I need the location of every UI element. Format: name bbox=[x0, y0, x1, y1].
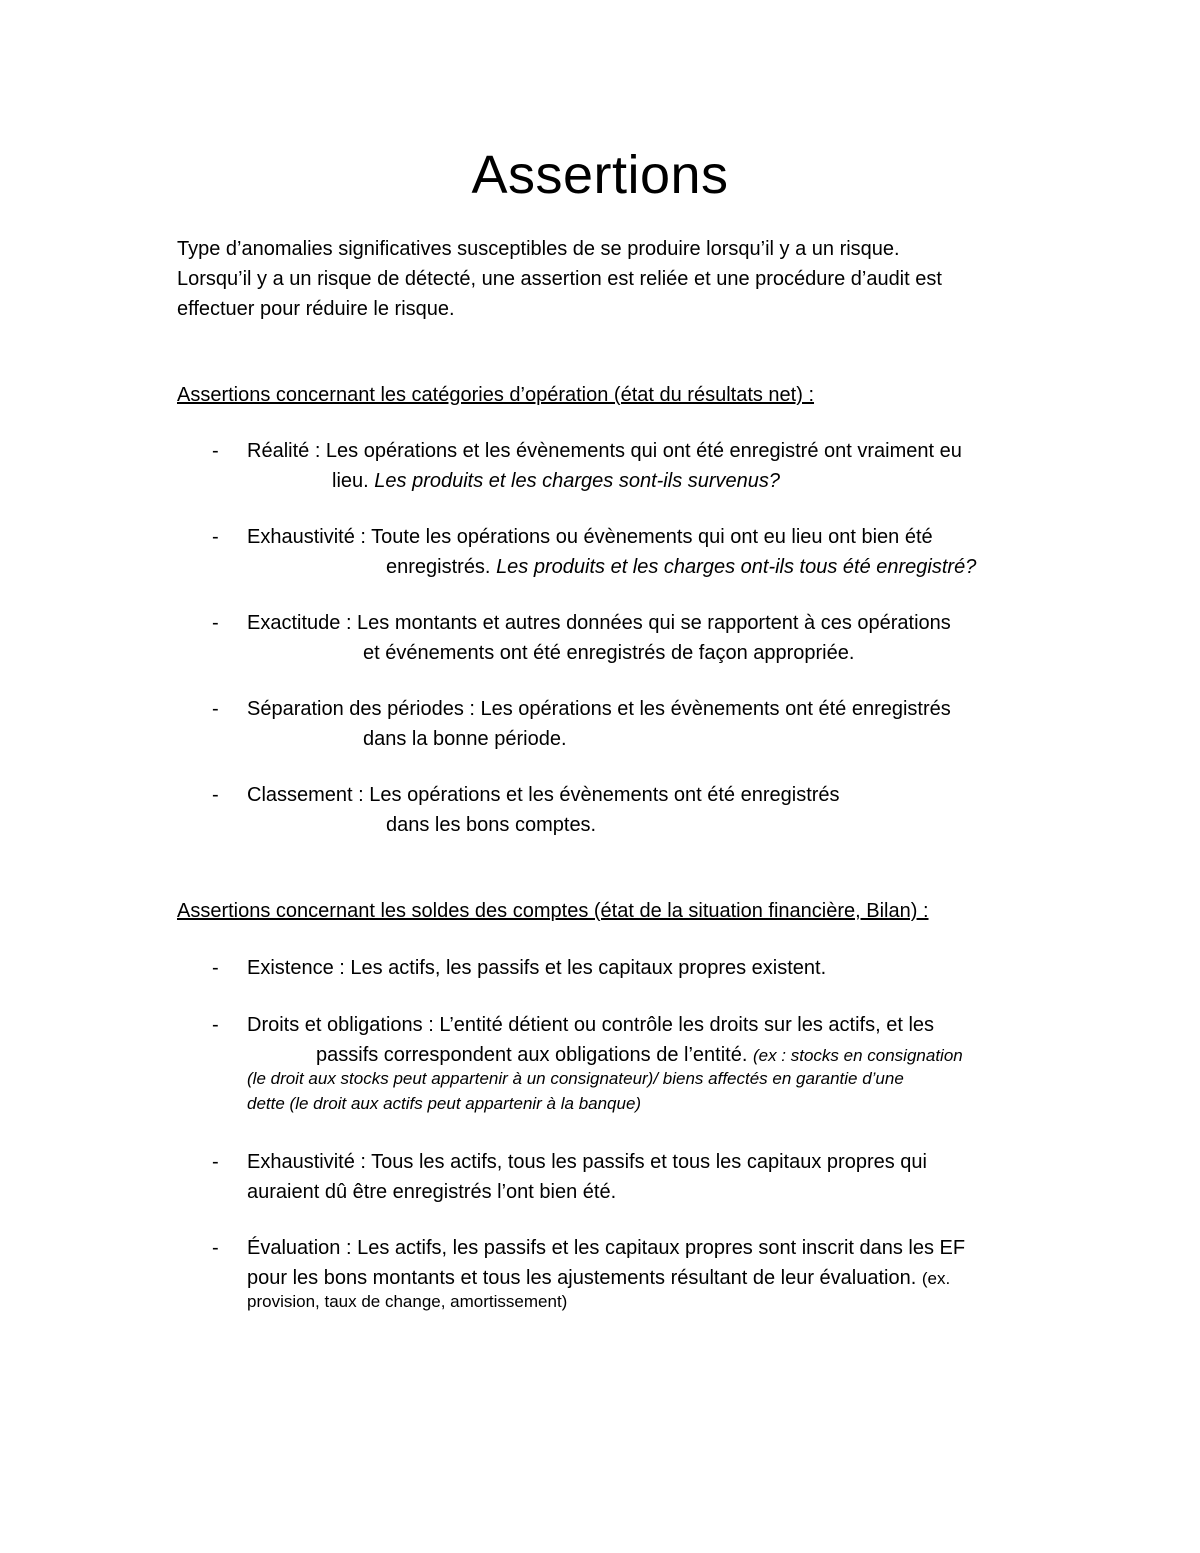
item-text: passifs correspondent aux obligations de l’entité. bbox=[316, 1044, 748, 1066]
intro-line: effectuer pour réduire le risque. bbox=[177, 298, 455, 320]
list-dash: - bbox=[212, 957, 219, 979]
section-heading-operations: Assertions concernant les catégories d’opération (état du résultats net) : bbox=[177, 384, 815, 406]
list-dash: - bbox=[212, 784, 219, 806]
list-dash: - bbox=[212, 1014, 219, 1036]
item-text: Évaluation : Les actifs, les passifs et les capitaux propres sont inscrit dans les EF bbox=[247, 1237, 966, 1259]
item-text: auraient dû être enregistrés l’ont bien été. bbox=[247, 1181, 617, 1203]
item-text: Droits et obligations : L’entité détient ou contrôle les droits sur les actifs, et les bbox=[247, 1014, 935, 1036]
item-text: dans la bonne période. bbox=[363, 728, 567, 750]
item-continuation bbox=[332, 466, 780, 496]
intro-paragraph bbox=[177, 234, 1077, 324]
item-text: Exhaustivité : Toute les opérations ou évènements qui ont eu lieu ont bien été bbox=[247, 526, 933, 548]
item-text: Exhaustivité : Tous les actifs, tous les passifs et tous les capitaux propres qui bbox=[247, 1151, 927, 1173]
page-title: Assertions bbox=[471, 145, 729, 205]
item-text: Séparation des périodes : Les opérations et les évènements ont été enregistrés bbox=[247, 698, 951, 720]
item-continuation bbox=[386, 552, 976, 582]
intro-line: Type d’anomalies significatives susceptibles de se produire lorsqu’il y a un risque. bbox=[177, 238, 900, 260]
list-dash: - bbox=[212, 698, 219, 720]
list-dash: - bbox=[212, 1237, 219, 1259]
section-heading-balances: Assertions concernant les soldes des comptes (état de la situation financière, Bilan) : bbox=[177, 900, 929, 922]
list-dash: - bbox=[212, 440, 219, 462]
item-text: pour les bons montants et tous les ajustements résultant de leur évaluation. bbox=[247, 1267, 917, 1289]
item-question: Les produits et les charges ont-ils tous été enregistré? bbox=[496, 556, 977, 578]
item-text: Exactitude : Les montants et autres données qui se rapportent à ces opérations bbox=[247, 612, 951, 634]
item-example: (ex. bbox=[921, 1269, 951, 1288]
item-text: Existence : Les actifs, les passifs et les capitaux propres existent. bbox=[247, 957, 827, 979]
item-text: Classement : Les opérations et les évènements ont été enregistrés bbox=[247, 784, 840, 806]
item-example: (ex : stocks en consignation bbox=[752, 1046, 963, 1065]
item-example: dette (le droit aux actifs peut appartenir à la banque) bbox=[247, 1094, 642, 1113]
item-example: (le droit aux stocks peut appartenir à un consignateur)/ biens affectés en garantie d’une bbox=[247, 1069, 904, 1088]
intro-line: Lorsqu’il y a un risque de détecté, une assertion est reliée et une procédure d’audit est bbox=[177, 268, 942, 290]
item-text: dans les bons comptes. bbox=[386, 814, 597, 836]
item-text: et événements ont été enregistrés de façon appropriée. bbox=[363, 642, 855, 664]
item-example: provision, taux de change, amortissement) bbox=[247, 1292, 568, 1311]
list-dash: - bbox=[212, 526, 219, 548]
item-text: Réalité : Les opérations et les évènements qui ont été enregistré ont vraiment eu bbox=[247, 440, 962, 462]
list-dash: - bbox=[212, 612, 219, 634]
list-dash: - bbox=[212, 1151, 219, 1173]
item-text: enregistrés. bbox=[386, 556, 491, 578]
item-text: lieu. bbox=[332, 470, 369, 492]
item-question: Les produits et les charges sont-ils survenus? bbox=[374, 470, 781, 492]
